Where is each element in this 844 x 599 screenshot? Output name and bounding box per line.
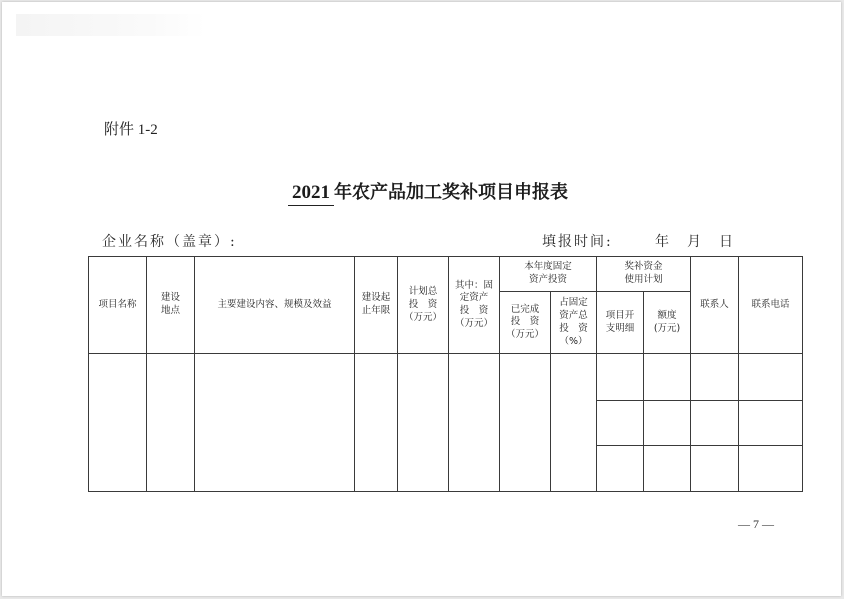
title-text: 年农产品加工奖补项目申报表 [334,182,568,203]
cell-subsidy-details[interactable] [597,400,644,445]
date-month-label: 月 [687,234,701,250]
cell-project-name[interactable] [89,354,147,492]
date-year-label: 年 [655,234,669,250]
header-content: 主要建设内容、规模及效益 [195,257,355,354]
document-page [2,2,841,596]
header-project-name: 项目名称 [89,257,147,354]
title-year: 2021 [288,182,334,206]
cell-completed-investment[interactable] [500,354,551,492]
header-contact-person: 联系人 [691,257,739,354]
cell-share-of-total[interactable] [551,354,597,492]
cell-subsidy-amount[interactable] [644,354,691,400]
cell-period[interactable] [355,354,398,492]
header-subsidy-details: 项目开 支明细 [597,292,644,354]
attachment-label: 附件 1-2 [104,122,158,138]
cell-contact-person[interactable] [691,354,739,400]
header-contact-phone: 联系电话 [739,257,803,354]
cell-contact-phone[interactable] [739,400,803,445]
scan-artifact [16,14,206,36]
page-number: — 7 — [738,517,774,531]
cell-fixed-investment[interactable] [449,354,500,492]
header-period: 建设起 止年限 [355,257,398,354]
header-planned-investment: 计划总 投 资 （万元） [398,257,449,354]
cell-planned-investment[interactable] [398,354,449,492]
header-subsidy-amount: 额度 (万元) [644,292,691,354]
cell-content[interactable] [195,354,355,492]
cell-contact-phone[interactable] [739,354,803,400]
document-title [288,178,568,206]
cell-contact-person[interactable] [691,400,739,445]
header-annual-investment-group: 本年度固定 资产投资 [500,257,597,292]
cell-subsidy-details[interactable] [597,445,644,491]
header-fixed-investment: 其中：固 定资产 投 资 （万元） [449,257,500,354]
table-row [89,354,803,400]
cell-subsidy-amount[interactable] [644,400,691,445]
header-subsidy-group: 奖补资金 使用计划 [597,257,691,292]
cell-contact-phone[interactable] [739,445,803,491]
header-row-1 [89,257,803,292]
cell-subsidy-amount[interactable] [644,445,691,491]
application-table [88,256,803,492]
cell-contact-person[interactable] [691,445,739,491]
fill-time-label: 填报时间: [542,234,613,250]
header-location: 建设 地点 [147,257,195,354]
header-share-of-total: 占固定 资产总 投 资 （%） [551,292,597,354]
date-day-label: 日 [719,234,733,250]
company-name-label: 企业名称（盖章）: [102,234,237,250]
cell-subsidy-details[interactable] [597,354,644,400]
header-completed-investment: 已完成 投 资 （万元） [500,292,551,354]
cell-location[interactable] [147,354,195,492]
